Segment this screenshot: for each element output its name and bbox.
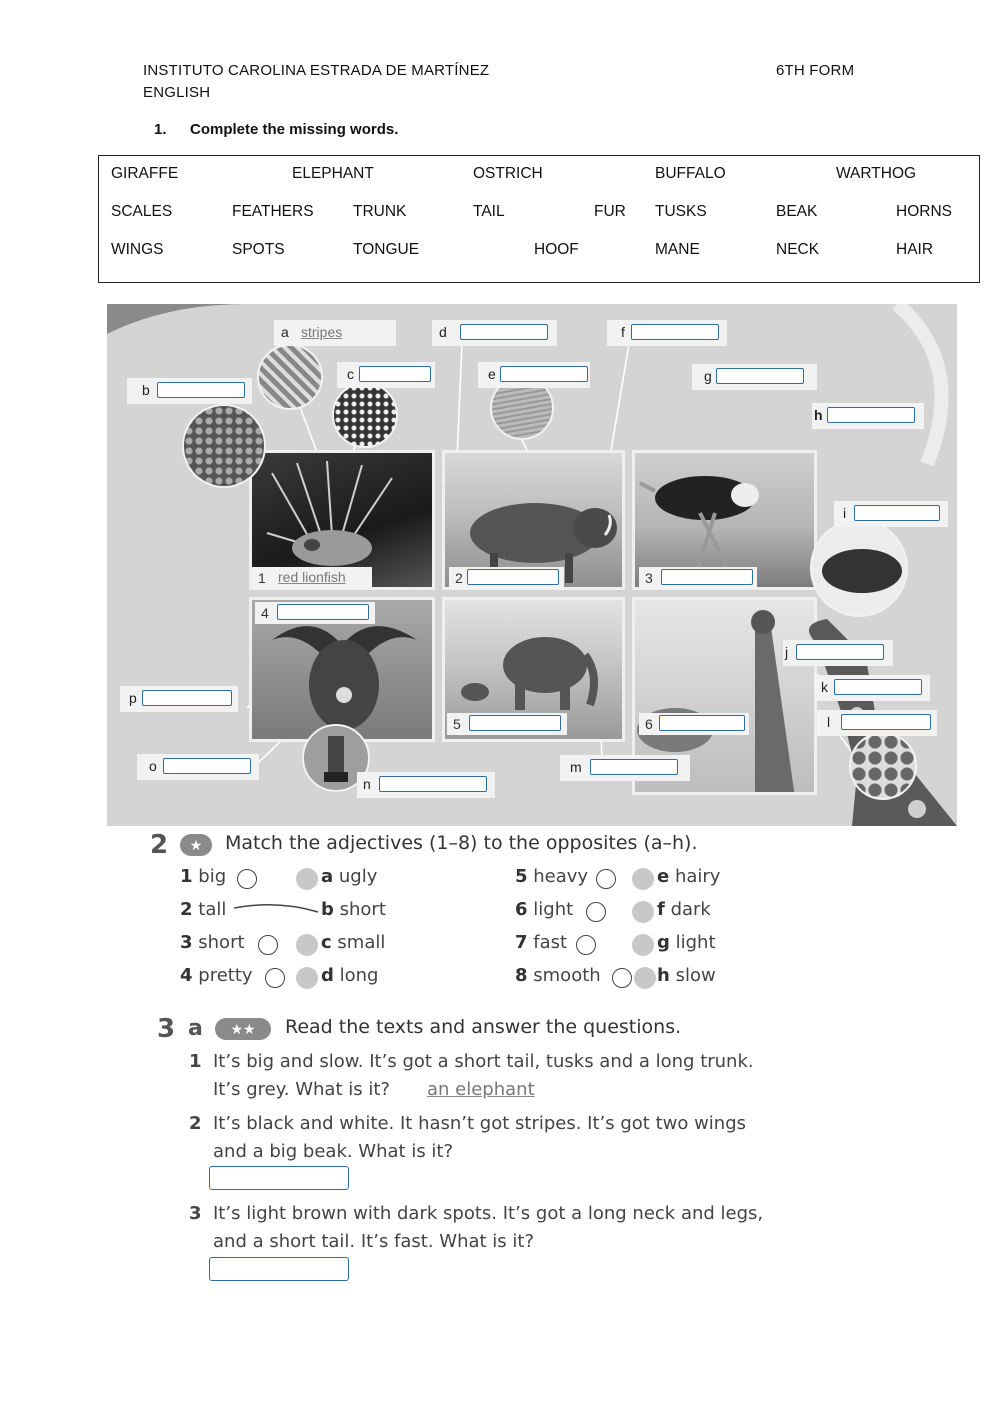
label-m <box>560 755 690 781</box>
adj-1-word: big <box>198 866 227 887</box>
opp-c-letter: c <box>321 932 332 953</box>
label-h-letter: h <box>814 407 823 423</box>
word-scales: SCALES <box>111 203 173 220</box>
opp-a-word: ugly <box>338 866 378 887</box>
blank-caption-2[interactable] <box>467 569 559 585</box>
match-dot-c[interactable] <box>296 934 318 956</box>
blank-caption-5[interactable] <box>469 715 561 731</box>
adj-6-word: light <box>533 899 574 920</box>
label-o-letter: o <box>149 758 157 774</box>
form-level: 6TH FORM <box>776 62 855 79</box>
blank-m[interactable] <box>590 759 678 775</box>
q2-number: 2 <box>189 1113 202 1134</box>
label-k <box>814 675 930 701</box>
word-beak: BEAK <box>776 203 818 220</box>
blank-i[interactable] <box>854 505 940 521</box>
caption-2-number: 2 <box>455 570 463 586</box>
blank-o[interactable] <box>163 758 251 774</box>
label-l <box>817 710 937 736</box>
match-ring-7[interactable] <box>576 935 596 955</box>
q1-line2: It’s grey. What is it? <box>213 1079 390 1100</box>
label-j-letter: j <box>785 644 789 660</box>
animal-figure <box>107 304 957 826</box>
label-e <box>478 362 590 388</box>
q3-number: 3 <box>189 1203 202 1224</box>
adj-5-word: heavy <box>533 866 589 887</box>
task3-title: Read the texts and answer the questions. <box>285 1016 682 1038</box>
match-ring-3[interactable] <box>258 935 278 955</box>
q3-answer-input[interactable] <box>209 1257 349 1281</box>
blank-l[interactable] <box>841 714 931 730</box>
label-j <box>783 640 893 666</box>
blank-f[interactable] <box>631 324 719 340</box>
subject: ENGLISH <box>143 84 211 101</box>
label-a-answer: stripes <box>301 324 343 340</box>
task2-number: 2 <box>150 830 169 860</box>
label-d <box>432 320 557 346</box>
word-ostrich: OSTRICH <box>473 165 543 182</box>
word-horns: HORNS <box>896 203 952 220</box>
label-i-letter: i <box>843 505 847 521</box>
label-n-letter: n <box>363 776 371 792</box>
label-f-letter: f <box>621 324 625 340</box>
adj-1-num: 1 <box>180 866 193 887</box>
match-dot-g[interactable] <box>632 934 654 956</box>
school-name: INSTITUTO CAROLINA ESTRADA DE MARTÍNEZ <box>143 62 490 79</box>
opp-a <box>321 866 377 887</box>
label-p <box>120 686 238 712</box>
blank-n[interactable] <box>379 776 487 792</box>
q2-line2: and a big beak. What is it? <box>213 1141 454 1162</box>
word-wings: WINGS <box>111 241 164 258</box>
adj-7-num: 7 <box>515 932 528 953</box>
label-c <box>337 362 435 388</box>
adj-7 <box>515 932 567 953</box>
word-warthog: WARTHOG <box>836 165 917 182</box>
adj-1 <box>180 866 226 887</box>
caption-6 <box>639 713 749 735</box>
opp-f <box>657 899 711 920</box>
word-feathers: FEATHERS <box>232 203 314 220</box>
opp-c-word: small <box>337 932 386 953</box>
adj-3-num: 3 <box>180 932 193 953</box>
caption-5-number: 5 <box>453 716 461 732</box>
opp-h-letter: h <box>657 965 670 986</box>
opp-c <box>321 932 385 953</box>
opp-e-word: hairy <box>674 866 721 887</box>
match-dot-f[interactable] <box>632 901 654 923</box>
q2-line1: It’s black and white. It hasn’t got stripes. It’s got two wings <box>213 1113 747 1134</box>
word-neck: NECK <box>776 241 820 258</box>
match-dot-a[interactable] <box>296 868 318 890</box>
word-fur: FUR <box>594 203 626 220</box>
caption-6-number: 6 <box>645 716 653 732</box>
zoom-stripes <box>257 344 323 410</box>
wing-shape <box>812 521 906 615</box>
adj-4-word: pretty <box>198 965 253 986</box>
example-match-line <box>232 900 322 918</box>
word-tail: TAIL <box>473 203 505 220</box>
adj-8-num: 8 <box>515 965 528 986</box>
caption-1-text: red lionfish <box>278 569 346 585</box>
match-dot-d[interactable] <box>296 967 318 989</box>
opp-b <box>321 899 386 920</box>
adj-2-num: 2 <box>180 899 193 920</box>
caption-4 <box>255 602 375 624</box>
zoom-giraffe-spots <box>849 732 917 800</box>
word-bank <box>98 155 980 283</box>
word-trunk: TRUNK <box>353 203 407 220</box>
zoom-scales <box>182 404 266 488</box>
q1-line1: It’s big and slow. It’s got a short tail, tusks and a long trunk. <box>213 1051 754 1072</box>
q2-answer-input[interactable] <box>209 1166 349 1190</box>
adj-4 <box>180 965 253 986</box>
task3-part: a <box>188 1016 203 1041</box>
blank-caption-3[interactable] <box>661 569 753 585</box>
task1-instruction: Complete the missing words. <box>190 121 399 138</box>
opp-g <box>657 932 716 953</box>
caption-1 <box>252 567 372 589</box>
opp-a-letter: a <box>321 866 334 887</box>
label-g-letter: g <box>704 368 712 384</box>
caption-3-number: 3 <box>645 570 653 586</box>
zoom-spines <box>332 382 398 448</box>
caption-5 <box>447 713 567 735</box>
task1-number: 1. <box>154 121 167 138</box>
adj-8-word: smooth <box>533 965 601 986</box>
opp-f-letter: f <box>657 899 665 920</box>
label-d-letter: d <box>439 324 447 340</box>
blank-j[interactable] <box>796 644 884 660</box>
match-ring-8[interactable] <box>612 968 632 988</box>
word-elephant: ELEPHANT <box>292 165 374 182</box>
label-h <box>812 403 924 429</box>
match-dot-e[interactable] <box>632 868 654 890</box>
word-spots: SPOTS <box>232 241 285 258</box>
word-hair: HAIR <box>896 241 934 258</box>
opp-e <box>657 866 720 887</box>
task3-star-badge: ★★ <box>215 1018 271 1040</box>
blank-b[interactable] <box>157 382 245 398</box>
match-ring-1[interactable] <box>237 869 257 889</box>
opp-e-letter: e <box>657 866 670 887</box>
adj-2 <box>180 899 226 920</box>
adj-8 <box>515 965 601 986</box>
label-b <box>127 378 252 404</box>
blank-k[interactable] <box>834 679 922 695</box>
adj-4-num: 4 <box>180 965 193 986</box>
adj-7-word: fast <box>533 932 568 953</box>
word-giraffe: GIRAFFE <box>111 165 179 182</box>
q3-line1: It’s light brown with dark spots. It’s got a long neck and legs, <box>213 1203 764 1224</box>
adj-6-num: 6 <box>515 899 528 920</box>
opp-d <box>321 965 378 986</box>
label-f <box>607 320 727 346</box>
opp-d-word: long <box>339 965 379 986</box>
task2-star-badge: ★ <box>180 834 212 856</box>
blank-p[interactable] <box>142 690 232 706</box>
caption-2 <box>449 567 564 589</box>
blank-d[interactable] <box>460 324 548 340</box>
label-a <box>274 320 396 346</box>
match-ring-6[interactable] <box>586 902 606 922</box>
blank-caption-6[interactable] <box>659 715 745 731</box>
adj-5-num: 5 <box>515 866 528 887</box>
caption-3 <box>639 567 757 589</box>
caption-1-number: 1 <box>258 570 266 586</box>
opp-h-word: slow <box>675 965 716 986</box>
word-mane: MANE <box>655 241 700 258</box>
q3-line2: and a short tail. It’s fast. What is it? <box>213 1231 535 1252</box>
q1-example-answer: an elephant <box>427 1079 535 1100</box>
blank-h[interactable] <box>827 407 915 423</box>
label-p-letter: p <box>129 690 137 706</box>
opp-f-word: dark <box>670 899 711 920</box>
opp-b-letter: b <box>321 899 334 920</box>
match-ring-5[interactable] <box>596 869 616 889</box>
opp-b-word: short <box>339 899 386 920</box>
match-ring-4[interactable] <box>265 968 285 988</box>
label-c-letter: c <box>347 366 354 382</box>
caption-4-number: 4 <box>261 605 269 621</box>
word-tongue: TONGUE <box>353 241 420 258</box>
adj-3 <box>180 932 245 953</box>
label-k-letter: k <box>821 679 828 695</box>
label-o <box>137 754 259 780</box>
word-buffalo: BUFFALO <box>655 165 726 182</box>
adj-3-word: short <box>198 932 245 953</box>
label-b-letter: b <box>142 382 150 398</box>
blank-e[interactable] <box>500 366 588 382</box>
opp-g-word: light <box>675 932 716 953</box>
label-n <box>357 772 495 798</box>
label-e-letter: e <box>488 366 496 382</box>
label-a-letter: a <box>281 324 289 340</box>
label-g <box>692 364 817 390</box>
task2-title: Match the adjectives (1–8) to the opposites (a–h). <box>225 832 698 854</box>
opp-d-letter: d <box>321 965 334 986</box>
word-hoof: HOOF <box>534 241 579 258</box>
adj-2-word: tall <box>198 899 227 920</box>
match-dot-h[interactable] <box>634 967 656 989</box>
opp-g-letter: g <box>657 932 670 953</box>
zoom-ostrich-wing <box>810 519 908 617</box>
adj-6 <box>515 899 573 920</box>
label-i <box>834 501 948 527</box>
adj-5 <box>515 866 588 887</box>
blank-g[interactable] <box>716 368 804 384</box>
blank-c[interactable] <box>359 366 431 382</box>
q1-number: 1 <box>189 1051 202 1072</box>
word-tusks: TUSKS <box>655 203 707 220</box>
label-m-letter: m <box>570 759 582 775</box>
label-l-letter: l <box>827 714 831 730</box>
blank-caption-4[interactable] <box>277 604 369 620</box>
opp-h <box>657 965 716 986</box>
task3-number: 3 <box>157 1014 176 1044</box>
